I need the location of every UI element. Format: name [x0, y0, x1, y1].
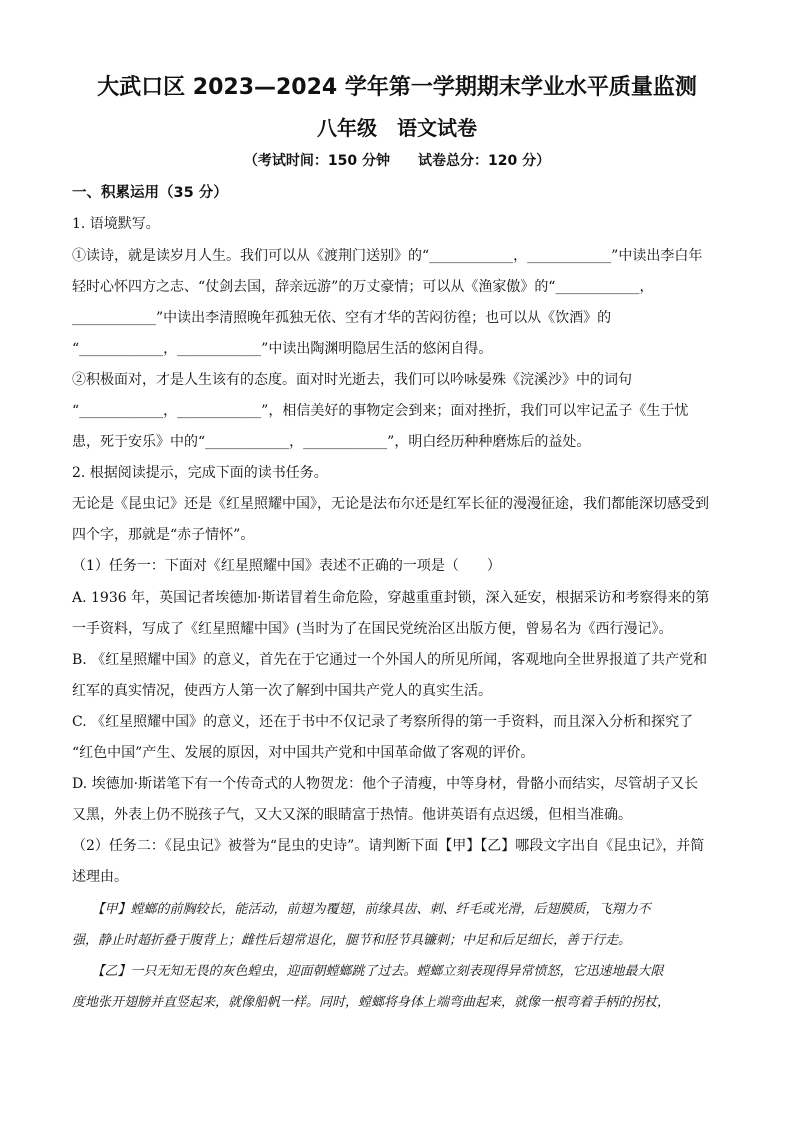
- passage-line: 强，静止时超折叠于腹背上；雌性后翅常退化，腿节和胫节具镰刺；中足和后足细长，善于行走。: [72, 933, 632, 948]
- passage-line: 【乙】一只无知无畏的灰色蝗虫，迎面朝螳螂跳了过去。螳螂立刻表现得异常愤怒，它迅速地最大限: [72, 964, 664, 979]
- question-line: （1）任务一：下面对《红星照耀中国》表述不正确的一项是（ ）: [72, 558, 501, 574]
- exam-title: 大武口区 2023—2024 学年第一学期期末学业水平质量监测: [97, 75, 697, 100]
- option-line: A. 1936 年，英国记者埃德加·斯诺冒着生命危险，穿越重重封锁，深入延安，根据采访和考察得来的第: [72, 590, 710, 606]
- question-line: 轻时心怀四方之志、“仗剑去国，辞亲远游”的万丈豪情；可以从《渔家傲》的“____________，: [72, 279, 654, 295]
- option-line: 又黑，外表上仍不脱孩子气，又大又深的眼睛富于热情。他讲英语有点迟缓，但相当准确。: [72, 807, 632, 823]
- question-line: 1. 语境默写。: [72, 216, 160, 232]
- section-heading: 一、积累运用（35 分）: [72, 185, 228, 201]
- question-line: 患，死于安乐》中的“____________，____________”，明白经历种种磨炼后的益处。: [72, 434, 591, 450]
- option-line: B. 《红星照耀中国》的意义，首先在于它通过一个外国人的所见所闻，客观地向全世界报道了共产党和: [72, 652, 708, 668]
- option-line: D. 埃德加·斯诺笔下有一个传奇式的人物贺龙：他个子清瘦，中等身材，骨骼小而结实，尽管胡子又长: [72, 776, 699, 792]
- exam-info: （考试时间：150 分钟 试卷总分：120 分）: [243, 153, 551, 169]
- question-line: “____________，____________”，相信美好的事物定会到来；面对挫折，我们可以牢记孟子《生于忧: [72, 403, 689, 419]
- passage-line: 【甲】螳螂的前胸较长，能活动，前翅为覆翅，前缘具齿、刺、纤毛或光滑，后翅膜质，飞翔力不: [72, 902, 651, 917]
- exam-subtitle: 八年级 语文试卷: [317, 116, 477, 140]
- passage-line: 度地张开翅膀并直竖起来，就像船帆一样。同时，螳螂将身体上端弯曲起来，就像一根弯着手柄的拐杖，: [72, 995, 671, 1010]
- question-line: ____________”中读出李清照晚年孤独无依、空有才华的苦闷彷徨；也可以从《饮酒》的: [72, 310, 612, 326]
- option-line: 一手资料，写成了《红星照耀中国》(当时为了在国民党统治区出版方便，曾易名为《西行漫记》。: [72, 621, 673, 637]
- question-line: ②积极面对，才是人生该有的态度。面对时光逝去，我们可以吟咏晏殊《浣溪沙》中的词句: [72, 372, 632, 388]
- question-line: ①读诗，就是读岁月人生。我们可以从《渡荆门送别》的“____________，____________”中读出李白年: [72, 248, 703, 264]
- question-line: “____________，____________”中读出陶渊明隐居生活的悠闲自得。: [72, 341, 493, 357]
- option-line: C. 《红星照耀中国》的意义，还在于书中不仅记录了考察所得的第一手资料，而且深入分析和探究了: [72, 714, 694, 730]
- question-line: 四个字，那就是“赤子情怀”。: [72, 527, 255, 543]
- option-line: “红色中国”产生、发展的原因，对中国共产党和中国革命做了客观的评价。: [72, 745, 535, 761]
- option-line: 红军的真实情况，使西方人第一次了解到中国共产党人的真实生活。: [72, 683, 492, 699]
- question-line: 述理由。: [72, 869, 128, 885]
- question-line: 无论是《昆虫记》还是《红星照耀中国》，无论是法布尔还是红军长征的漫漫征途，我们都能深切感受到: [72, 496, 709, 512]
- question-line: 2. 根据阅读提示，完成下面的读书任务。: [72, 465, 328, 481]
- question-line: （2）任务二：《昆虫记》被誉为“昆虫的史诗”。请判断下面【甲】【乙】哪段文字出自《昆虫记》，并简: [72, 838, 705, 854]
